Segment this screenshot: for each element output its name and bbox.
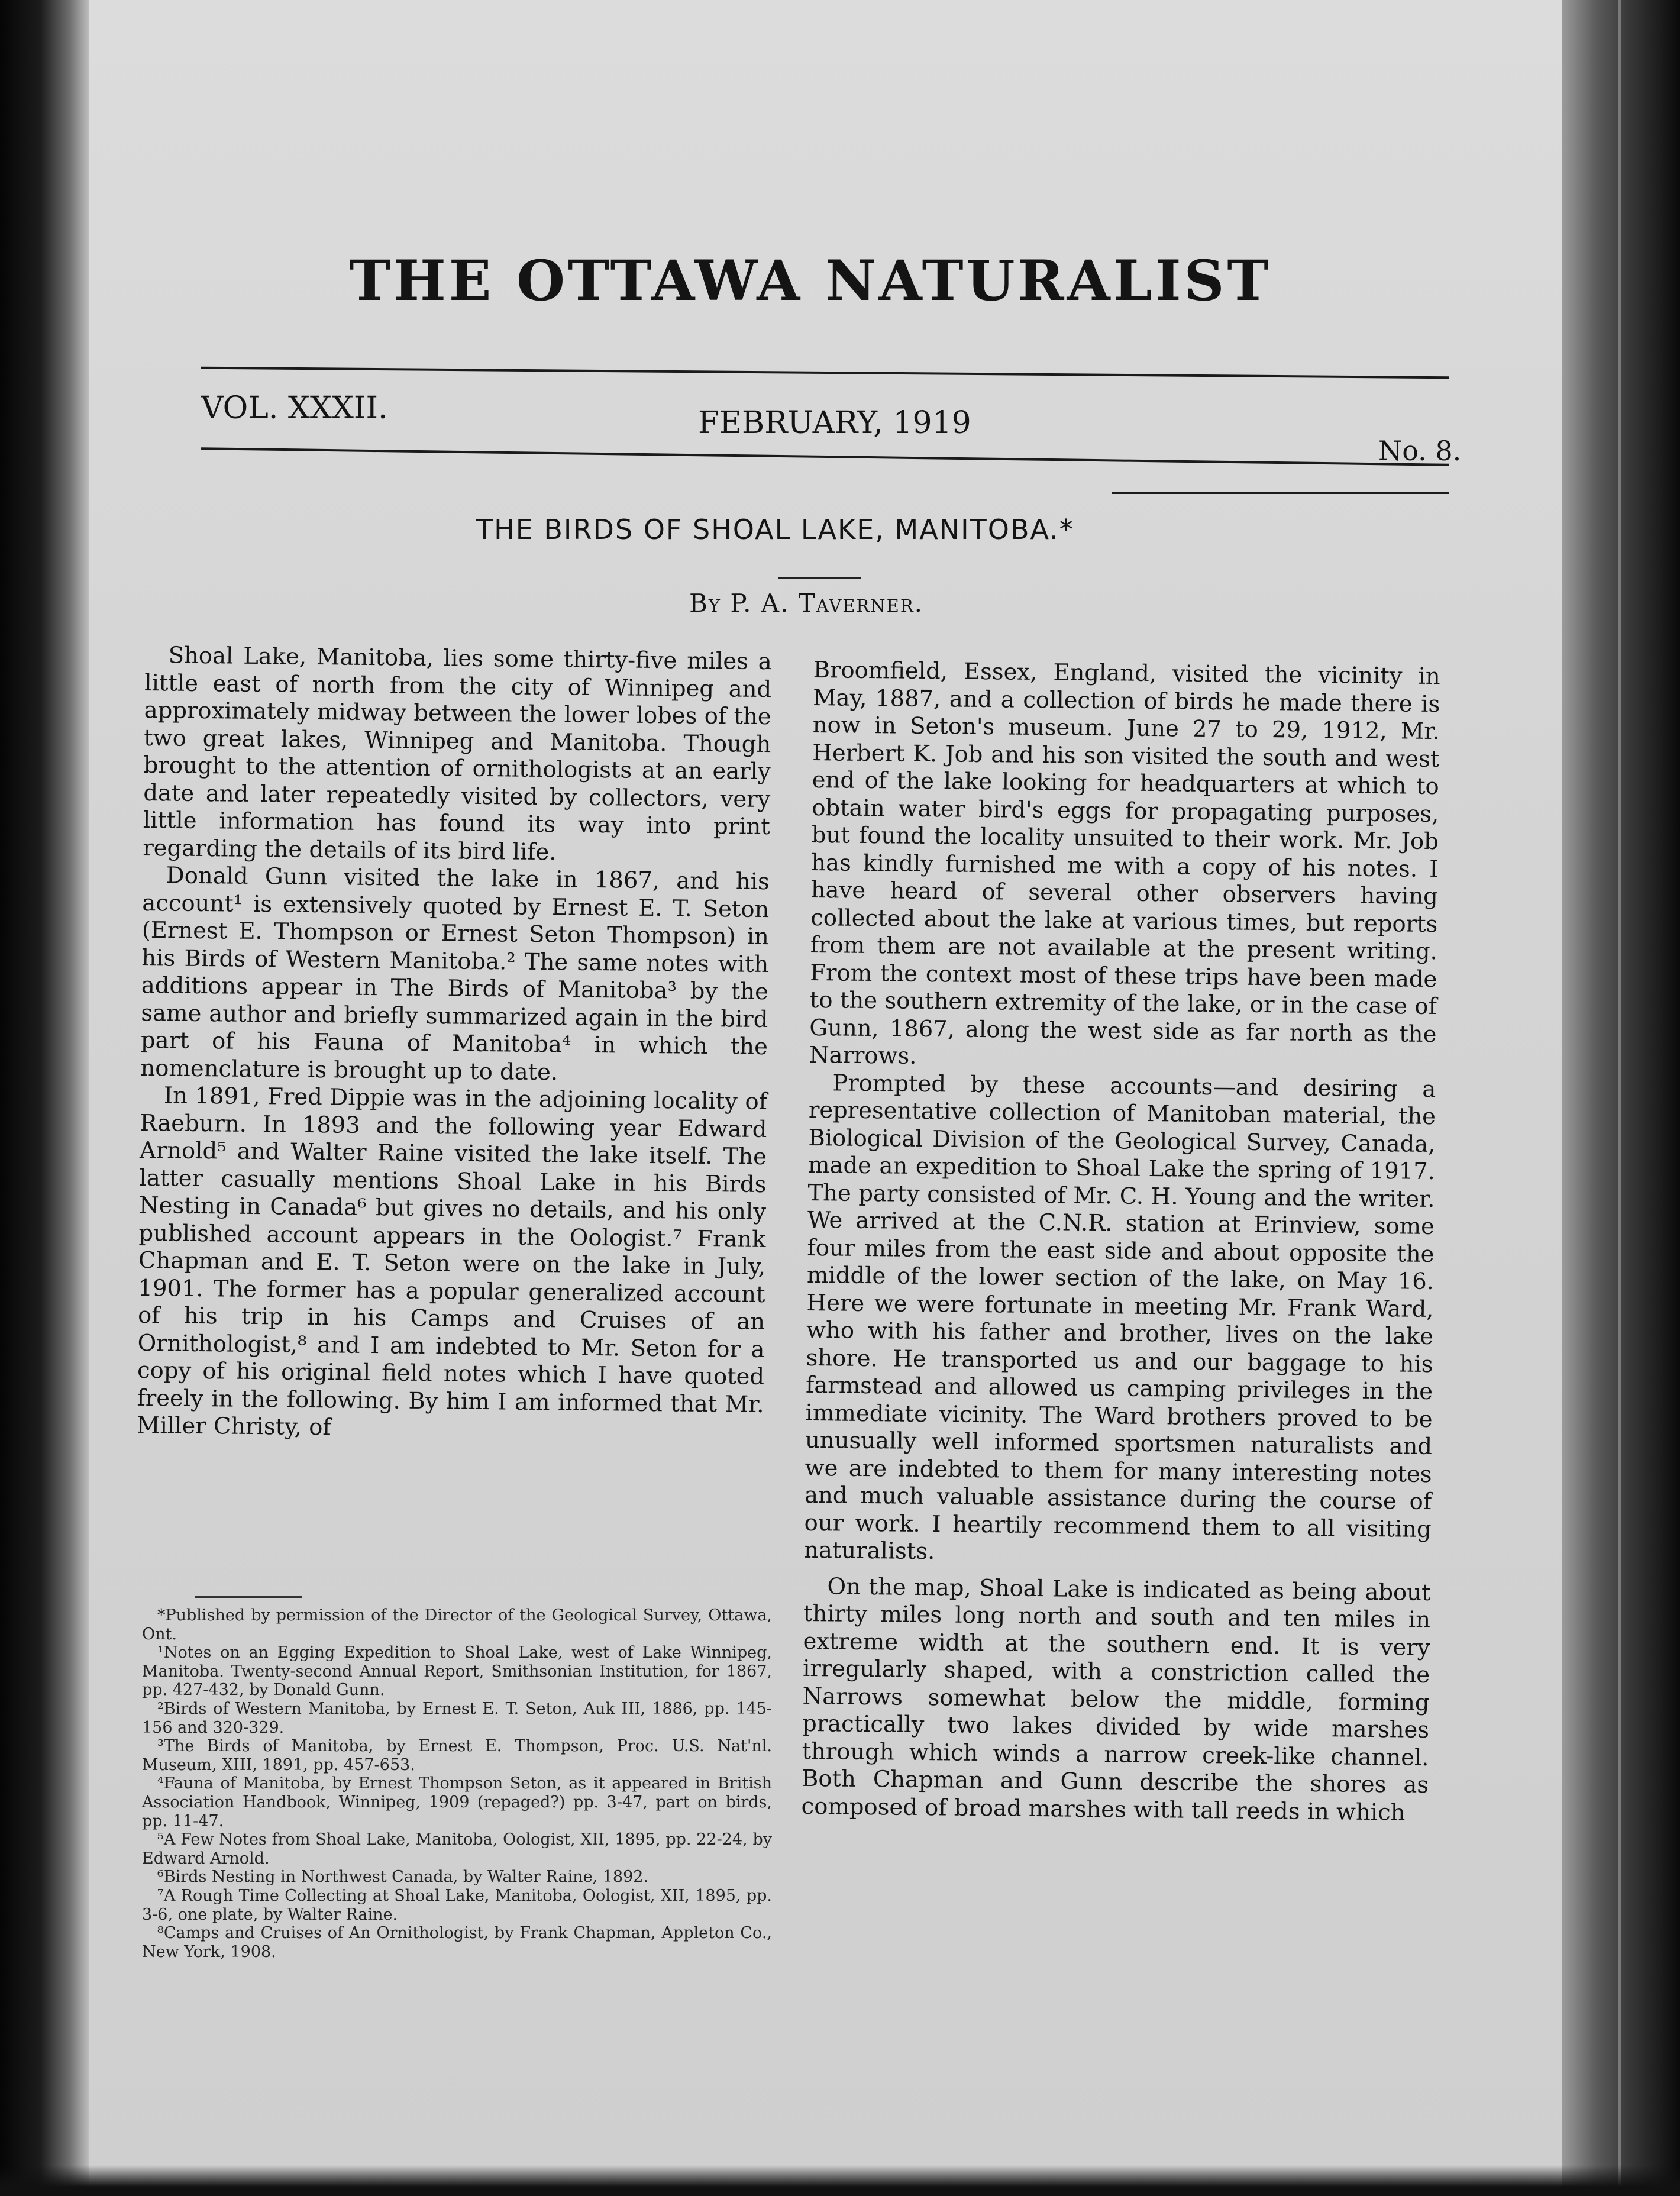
paragraph: Donald Gunn visited the lake in 1867, and his account¹ is extensively quoted by Ernest E. T. Seton (Ernest E. Thompson or Ernest Seton Thompson) in his Birds of Western Manitoba.² The same notes with additions appear in The Birds of Manitoba³ by the same author and briefly summarized again in the bird part of his Fauna of Manitoba⁴ in which the nomenclature is brought up to date. xyxy=(140,862,770,1086)
article-title: THE BIRDS OF SHOAL LAKE, MANITOBA.* xyxy=(476,514,1074,545)
footnote: ³The Birds of Manitoba, by Ernest E. Thompson, Proc. U.S. Nat'nl. Museum, XIII, 1891, pp. 457-653. xyxy=(142,1737,772,1774)
paragraph: Broomfield, Essex, England, visited the vicinity in May, 1887, and a collection of birds he made there is now in Seton's museum. June 27 to 29, 1912, Mr. Herbert K. Job and his son visited the south and west end of the lake looking for headquarters at which to obtain water bird's eggs for propagating purposes, but found the locality unsuited to their work. Mr. Job has kindly furnished me with a copy of his notes. I have heard of several other observers having collected about the lake at various times, but reports from them are not available at the present writing. From the context most of these trips have been made to the southern extremity of the lake, or in the case of Gunn, 1867, along the west side as far north as the Narrows. xyxy=(809,657,1440,1070)
journal-title: THE OTTAWA NATURALIST xyxy=(349,248,1272,314)
footnote: ⁸Camps and Cruises of An Ornithologist, by Frank Chapman, Appleton Co., New York, 1908. xyxy=(142,1924,772,1961)
paragraph: Prompted by these accounts—and desiring a representative collection of Manitoban material, the Biological Division of the Geological Survey, Canada, made an expedition to Shoal Lake the spring of 1917. The party consisted of Mr. C. H. Young and the writer. We arrived at the C.N.R. station at Erinview, some four miles from the east side and about opposite the middle of the lower section of the lake, on May 16. Here we were fortunate in meeting Mr. Frank Ward, who with his father and brother, lives on the lake shore. He transported us and our baggage to his farmstead and allowed us camping privileges in the immediate vicinity. The Ward brothers proved to be unusually well informed sportsmen naturalists and we are indebted to them for many interesting notes and much valuable assistance during the course of our work. I heartily recommend them to all visiting naturalists. xyxy=(803,1069,1436,1565)
footnote: ⁴Fauna of Manitoba, by Ernest Thompson Seton, as it appeared in British Association Handbook, Winnipeg, 1909 (repaged?) pp. 3-47, part on birds, pp. 11-47. xyxy=(142,1774,772,1830)
page-bottom-shadow xyxy=(0,2165,1680,2196)
footnote: ²Birds of Western Manitoba, by Ernest E. T. Seton, Auk III, 1886, pp. 145-156 and 320-329. xyxy=(142,1699,772,1737)
title-rule xyxy=(778,577,861,579)
article-byline: By P. A. Taverner. xyxy=(689,589,924,618)
right-column xyxy=(801,657,1440,1827)
book-left-edge xyxy=(0,0,89,2196)
paragraph: Shoal Lake, Manitoba, lies some thirty-five miles a little east of north from the city of Winnipeg and approximately midway between the lower lobes of the two great lakes, Winnipeg and Manitoba. Though brought to the attention of ornithologists at an early date and later repeatedly visited by collectors, very little information has found its way into print regarding the details of its bird life. xyxy=(143,642,772,866)
footnotes xyxy=(142,1606,772,1961)
paragraph: On the map, Shoal Lake is indicated as being about thirty miles long north and south and ten miles in extreme width at the southern end. It is very irregularly shaped, with a constriction called the Narrows somewhat below the middle, forming practically two lakes divided by wide marshes through which winds a narrow creek-like channel. Both Chapman and Gunn describe the shores as composed of broad marshes with tall reeds in which xyxy=(801,1572,1431,1826)
book-spine xyxy=(1562,0,1680,2196)
footnote: ⁵A Few Notes from Shoal Lake, Manitoba, Oologist, XII, 1895, pp. 22-24, by Edward Arnold. xyxy=(142,1830,772,1868)
issue-number: No. 8. xyxy=(1378,435,1462,467)
footnote: ¹Notes on an Egging Expedition to Shoal Lake, west of Lake Winnipeg, Manitoba. Twenty-second Annual Report, Smithsonian Institution, for 1867, pp. 427-432, by Donald Gunn. xyxy=(142,1643,772,1700)
footnote: *Published by permission of the Director of the Geological Survey, Ottawa, Ont. xyxy=(142,1606,772,1643)
footnote: ⁶Birds Nesting in Northwest Canada, by Walter Raine, 1892. xyxy=(157,1868,649,1887)
left-column xyxy=(137,642,772,1446)
volume-label: VOL. XXXII. xyxy=(201,390,388,426)
footnote: ⁷A Rough Time Collecting at Shoal Lake, Manitoba, Oologist, XII, 1895, pp. 3-6, one plate, by Walter Raine. xyxy=(142,1886,772,1924)
footnote-rule xyxy=(195,1596,302,1598)
header-rule-right xyxy=(1112,492,1449,494)
issue-date: FEBRUARY, 1919 xyxy=(698,405,971,441)
paragraph: In 1891, Fred Dippie was in the adjoining locality of Raeburn. In 1893 and the following year Edward Arnold⁵ and Walter Raine visited the lake itself. The latter casually mentions Shoal Lake in his Birds Nesting in Canada⁶ but gives no details, and his only published account appears in the Oologist.⁷ Frank Chapman and E. T. Seton were on the lake in July, 1901. The former has a popular generalized account of his trip in his Camps and Cruises of an Ornithologist,⁸ and I am indebted to Mr. Seton for a copy of his original field notes which I have quoted freely in the following. By him I am informed that Mr. Miller Christy, of xyxy=(136,1082,768,1441)
